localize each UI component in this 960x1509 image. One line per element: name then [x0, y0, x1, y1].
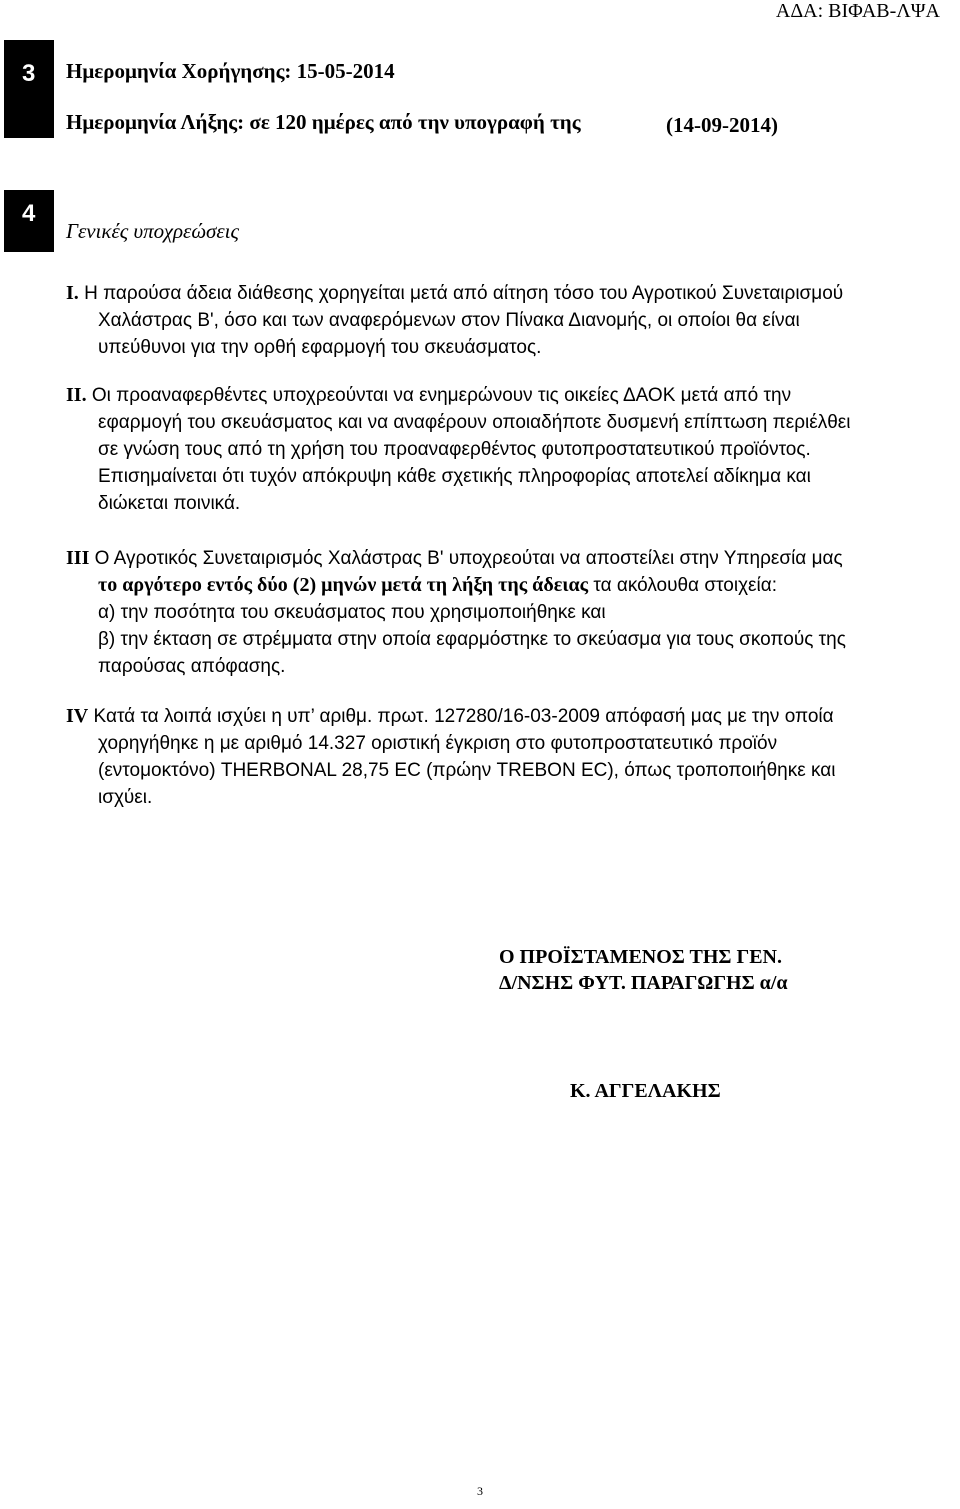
paragraph-i-line: υπεύθυνοι για την ορθή εφαρμογή του σκευάσματος. [98, 337, 542, 358]
paragraph-ii-line: Οι προαναφερθέντες υποχρεούνται να ενημερώνουν τις οικείες ΔΑΟΚ μετά από την [91, 385, 792, 406]
paragraph-ii-line: Επισημαίνεται ότι τυχόν απόκρυψη κάθε σχετικής πληροφορίας αποτελεί αδίκημα και [98, 466, 811, 487]
signature-title-line1: Ο ΠΡΟΪΣΤΑΜΕΝΟΣ ΤΗΣ ΓΕΝ. [499, 946, 782, 968]
paragraph-i-line: Η παρούσα άδεια διάθεσης χορηγείται μετά από αίτηση τόσο του Αγροτικού Συνεταιρισμού [84, 283, 844, 304]
paragraph-iii [66, 545, 958, 680]
signature-title-line2: Δ/ΝΣΗΣ ΦΥΤ. ΠΑΡΑΓΩΓΗΣ α/α [499, 972, 788, 994]
paragraph-iii-deadline: το αργότερο εντός δύο (2) μηνών μετά τη λήξη της άδειας [98, 574, 589, 596]
section-number-4: 4 [4, 190, 54, 252]
paragraph-iii-item-a: α) την ποσότητα του σκευάσματος που χρησιμοποιήθηκε και [98, 602, 606, 623]
paragraph-i [66, 280, 958, 361]
page-number: 3 [477, 1484, 483, 1498]
paragraph-iii-line: τα ακόλουθα στοιχεία: [588, 575, 777, 596]
paragraph-i-line: Χαλάστρας Β', όσο και των αναφερόμενων στον Πίνακα Διανομής, οι οποίοι θα είναι [98, 310, 800, 331]
issue-date: Ημερομηνία Χορήγησης: 15-05-2014 [66, 59, 395, 83]
paragraph-ii-lead: ΙΙ. [66, 384, 87, 406]
section-title-general-obligations: Γενικές υποχρεώσεις [66, 219, 239, 243]
paragraph-iii-lead: ΙΙΙ [66, 547, 90, 569]
paragraph-iii-item-b: β) την έκταση σε στρέμματα στην οποία εφαρμόστηκε το σκεύασμα για τους σκοπούς της [98, 629, 846, 650]
paragraph-i-lead: Ι. [66, 282, 79, 304]
expiry-date-paren: (14-09-2014) [666, 113, 778, 137]
paragraph-iv-line: (εντομοκτόνο) THERBONAL 28,75 EC (πρώην TREBON EC), όπως τροποποιήθηκε και [98, 760, 836, 781]
paragraph-ii-line: σε γνώση τους από τη χρήση του προαναφερθέντος φυτοπροστατευτικού προϊόντος. [98, 439, 811, 460]
paragraph-ii-line: εφαρμογή του σκευάσματος και να αναφέρουν οποιαδήποτε δυσμενή επίπτωση περιέλθει [98, 412, 851, 433]
section-number-3: 3 [4, 40, 54, 138]
paragraph-iv-line: Κατά τα λοιπά ισχύει η υπ’ αριθμ. πρωτ. 127280/16-03-2009 απόφασή μας με την οποία [93, 706, 834, 727]
ada-code: ΑΔΑ: ΒΙΦΑΒ-ΛΨΑ [775, 0, 940, 22]
paragraph-iii-line: παρούσας απόφασης. [98, 656, 286, 677]
signatory-name: Κ. ΑΓΓΕΛΑΚΗΣ [570, 1080, 721, 1102]
paragraph-ii-line: διώκεται ποινικά. [98, 493, 241, 514]
paragraph-iv-line: ισχύει. [98, 787, 153, 808]
paragraph-iii-line: Ο Αγροτικός Συνεταιρισμός Χαλάστρας Β' υποχρεούται να αποστείλει στην Υπηρεσία μας [94, 548, 843, 569]
expiry-date: Ημερομηνία Λήξης: σε 120 ημέρες από την υπογραφή της [66, 110, 581, 134]
paragraph-iv [66, 703, 958, 811]
paragraph-iv-line: χορηγήθηκε η με αριθμό 14.327 οριστική έγκριση στο φυτοπροστατευτικό προϊόν [98, 733, 778, 754]
paragraph-iv-lead: IV [66, 705, 89, 727]
paragraph-ii [66, 382, 958, 517]
